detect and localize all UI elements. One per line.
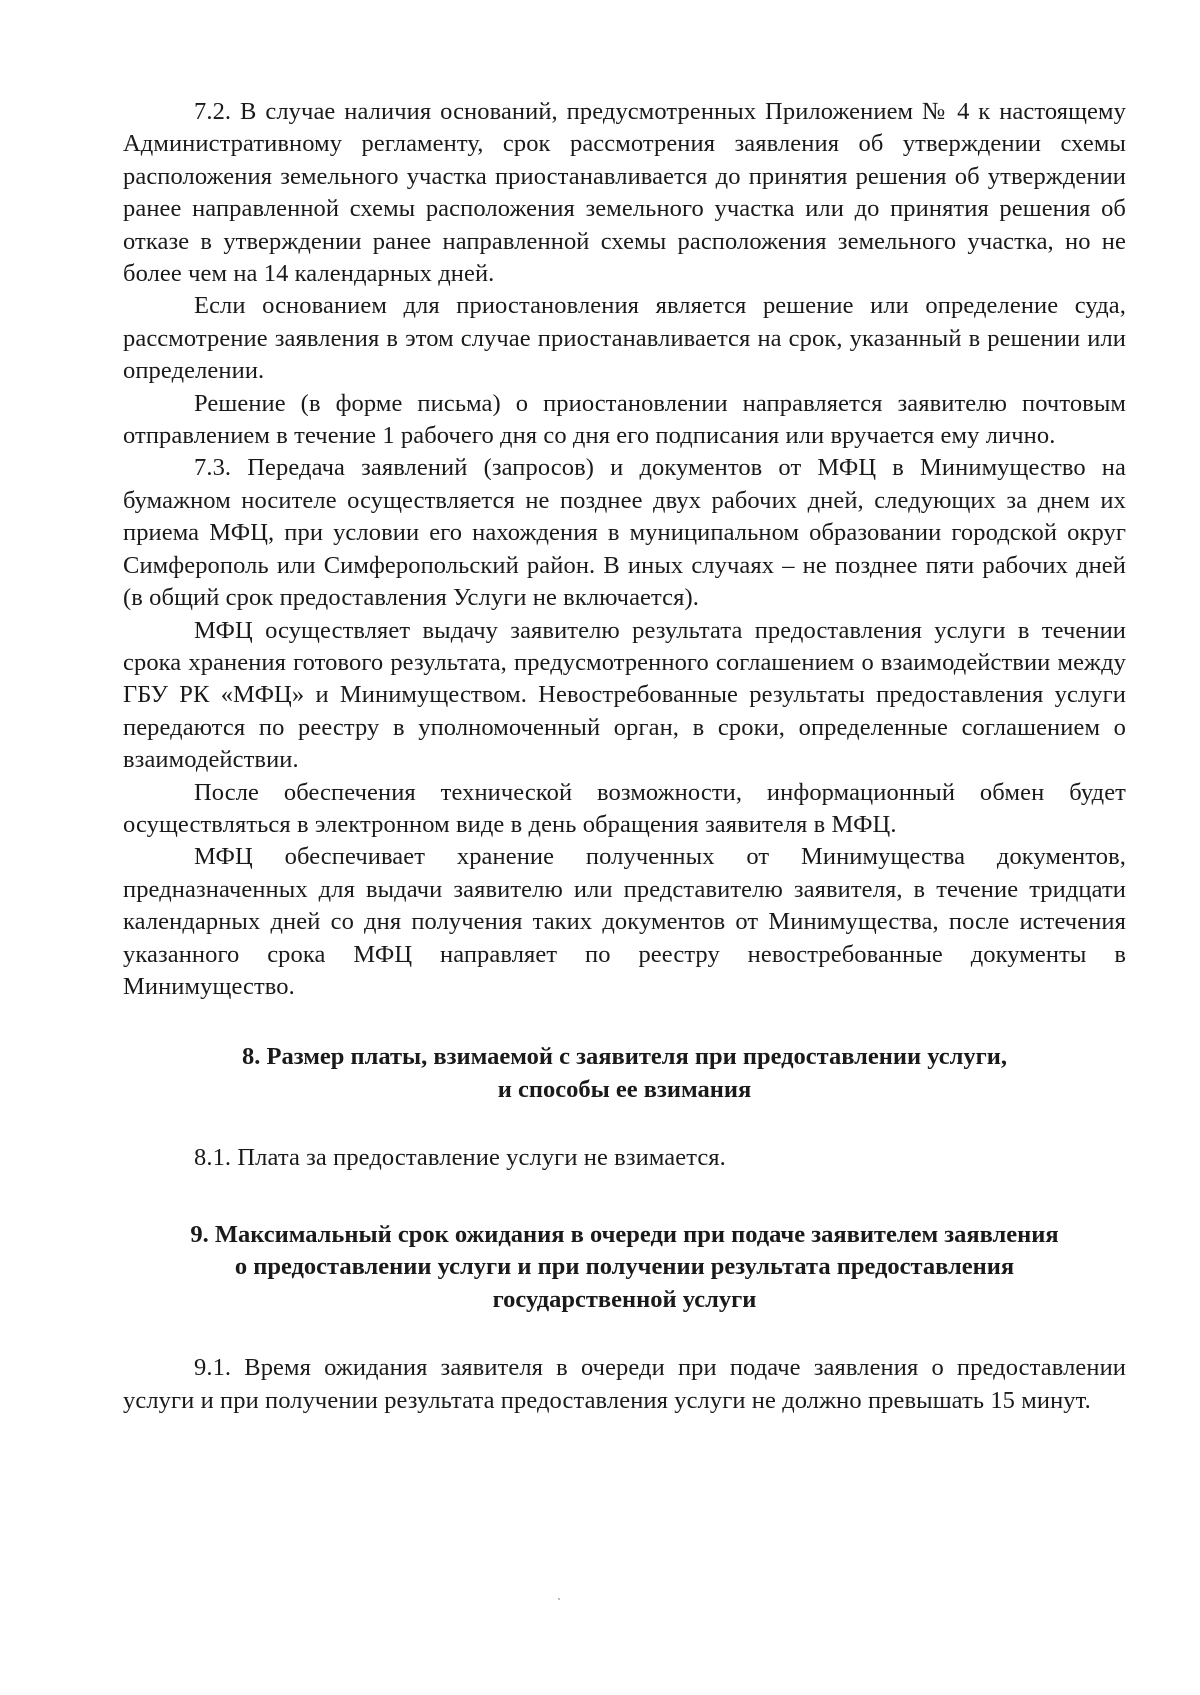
section-9-heading-line-3: государственной услуги <box>492 1285 757 1313</box>
paragraph-suspension-letter: Решение (в форме письма) о приостановлении направляется заявителю почтовым отправлением в течение 1 рабочего дня со дня его подписания или вручается ему лично. <box>123 389 1126 450</box>
paragraph-7-2: 7.2. В случае наличия оснований, предусмотренных Приложением № 4 к настоящему Административному регламенту, срок рассмотрения заявления об утверждении схемы расположения земельного участка приостанавливается до принятия решения об утверждении ранее направленной схемы расположения земельного участка или до принятия решения об отказе в утверждении ранее направленной схемы расположения земельного участка, но не более чем на 14 календарных дней. <box>123 98 1126 288</box>
section-8-heading <box>123 1041 1126 1106</box>
paragraph-8-1: 8.1. Плата за предоставление услуги не взимается. <box>194 1144 726 1172</box>
document-body <box>123 96 1126 1417</box>
paragraph-mfc-storage: МФЦ обеспечивает хранение полученных от Минимущества документов, предназначенных для выдачи заявителю или представителю заявителя, в течение тридцати календарных дней со дня получения таких документов от Минимущества, после истечения указанного срока МФЦ направляет по реестру невостребованные документы в Минимущество. <box>123 843 1126 1000</box>
paragraph-electronic-exchange: После обеспечения технической возможности, информационный обмен будет осуществляться в электронном виде в день обращения заявителя в МФЦ. <box>123 778 1126 838</box>
section-9-heading-line-2: о предоставлении услуги и при получении результата предоставления <box>234 1253 1015 1281</box>
section-8-heading-line-1: 8. Размер платы, взимаемой с заявителя при предоставлении услуги, <box>242 1043 1007 1071</box>
scan-speck <box>558 1598 560 1600</box>
paragraph-9-1: 9.1. Время ожидания заявителя в очереди при подаче заявления о предоставлении услуги и при получении результата предоставления услуги не должно превышать 15 минут. <box>123 1354 1126 1414</box>
section-9-heading <box>123 1219 1126 1317</box>
section-8-heading-line-2: и способы ее взимания <box>497 1075 752 1103</box>
paragraph-7-3: 7.3. Передача заявлений (запросов) и документов от МФЦ в Минимущество на бумажном носителе осуществляется не позднее двух рабочих дней, следующих за днем их приема МФЦ, при условии его нахождения в муниципальном образовании городской округ Симферополь или Симферопольский район. В иных случаях – не позднее пяти рабочих дней (в общий срок предоставления Услуги не включается). <box>123 454 1126 612</box>
paragraph-court-suspension: Если основанием для приостановления является решение или определение суда, рассмотрение заявления в этом случае приостанавливается на срок, указанный в решении или определении. <box>123 292 1126 385</box>
paragraph-mfc-issue: МФЦ осуществляет выдачу заявителю результата предоставления услуги в течении срока хранения готового результата, предусмотренного соглашением о взаимодействии между ГБУ РК «МФЦ» и Минимуществом. Невостребованные результаты предоставления услуги передаются по реестру в уполномоченный орган, в сроки, определенные соглашением о взаимодействии. <box>123 616 1126 774</box>
section-9-heading-line-1: 9. Максимальный срок ожидания в очереди при подаче заявителем заявления <box>190 1220 1059 1248</box>
